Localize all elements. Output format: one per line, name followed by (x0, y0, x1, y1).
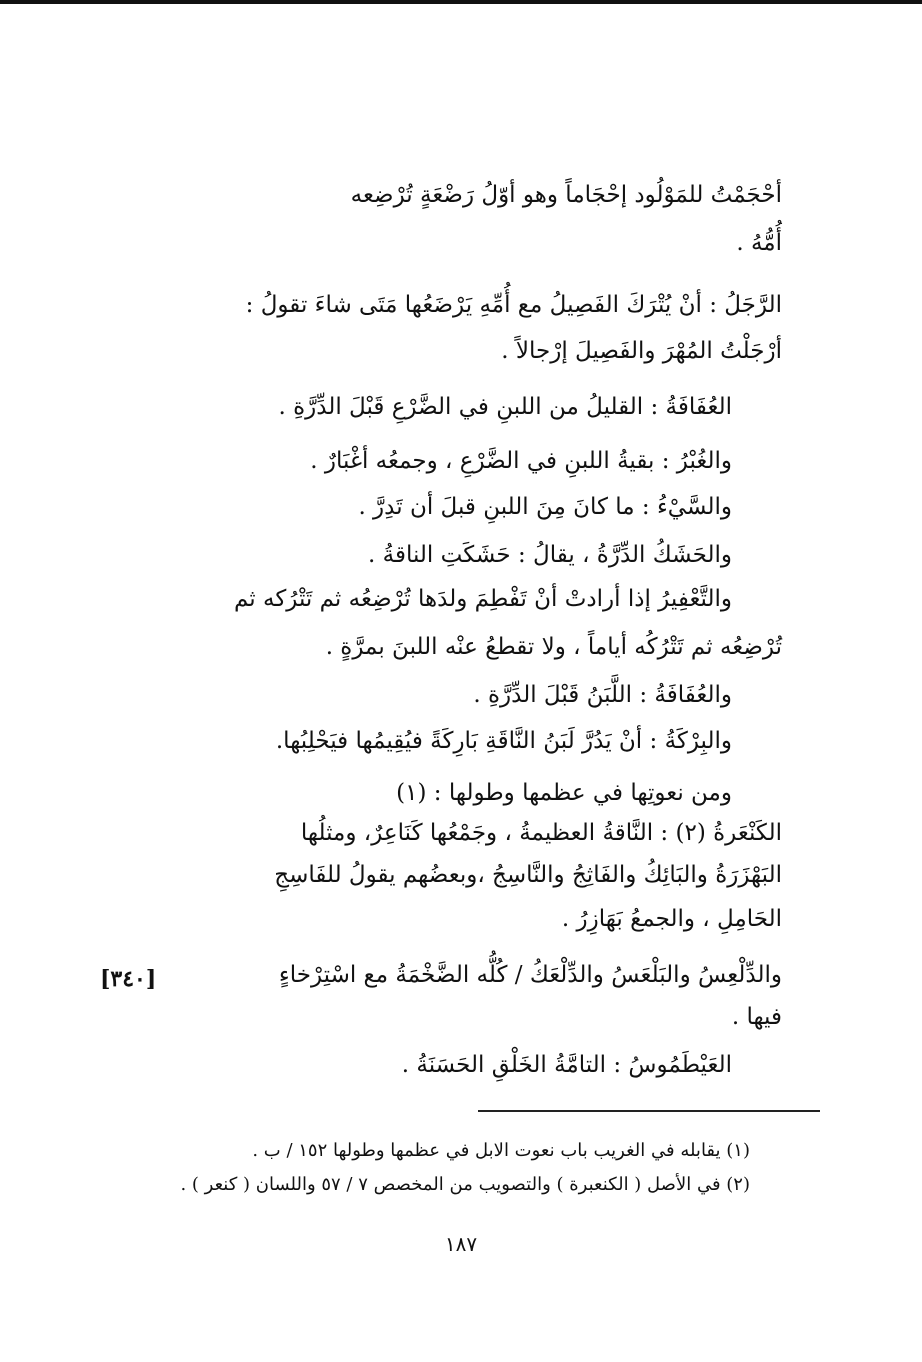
text-line-6: والغُبْرُ : بقيةُ اللبنِ في الضَّرْعِ ، وجمعُه أغْبَارٌ . (310, 448, 732, 474)
footnote-divider (478, 1110, 820, 1112)
text-line-13: ومن نعوتِها في عظمها وطولها : (١) (396, 780, 732, 806)
text-line-14: الكَنْعَرةُ (٢) : النَّاقةُ العظيمةُ ، وجَمْعُها كَنَاعِرٌ، ومثلُها (300, 820, 782, 846)
text-line-11: والعُفَافَةُ : اللَّبَنُ قَبْلَ الدِّرَّةِ . (473, 682, 732, 708)
footnote-1: (١) يقابله في الغريب باب نعوت الابل في عظمها وطولها ١٥٢ / ب . (252, 1140, 750, 1161)
text-line-8: والحَشَكُ الدِّرَّةُ ، يقالُ : حَشَكَتِ الناقةُ . (368, 542, 732, 568)
text-line-16: الحَامِلِ ، والجمعُ بَهَازِرُ . (561, 906, 782, 932)
page-number: ١٨٧ (444, 1232, 478, 1256)
text-line-19: العَيْطَمُوسُ : التامَّةُ الخَلْقِ الحَسَنَةُ . (401, 1052, 732, 1078)
text-line-18: فيها . (731, 1004, 782, 1030)
text-line-7: والسَّيْءُ : ما كانَ مِنَ اللبنِ قبلَ أن تَدِرَّ . (358, 494, 732, 520)
text-line-10: تُرْضِعُه ثم تَتْرُكُه أياماً ، ولا تقطعُ عنْه اللبنَ بمرَّةٍ . (325, 634, 782, 660)
text-line-15: البَهْزَرَةُ والبَائِكُ والفَاثِجُ والنَّاسِجُ ،وبعضُهم يقولُ للفَاسِجِ (274, 862, 782, 888)
footnote-2: (٢) في الأصل ( الكنعبرة ) والتصويب من المخصص ٧ / ٥٧ واللسان ( كنعر ) . (180, 1174, 750, 1195)
text-line-9: والتَّعْفِيرُ إذا أرادتْ أنْ تَفْطِمَ ولدَها تُرْضِعُه ثم تَتْرُكه ثم (233, 586, 732, 612)
text-line-17: والدِّلْعِسُ والبَلْعَسُ والدِّلْعَكُ / كُلُّه الضَّخْمَةُ مع اسْتِرْخاءٍ (278, 962, 782, 988)
text-line-3: الرَّجَلُ : أنْ يُتْرَكَ الفَصِيلُ مع أُمِّهِ يَرْضَعُها مَتَى شاءَ تقولُ : (245, 292, 782, 318)
top-border (0, 0, 922, 4)
text-line-1: أحْجَمْتُ للمَوْلُود إحْجَاماً وهو أوّلُ رَضْعَةٍ تُرْضِعه (350, 182, 782, 208)
text-line-5: العُفَافَةُ : القليلُ من اللبنِ في الضَّرْعِ قَبْلَ الدِّرَّةِ . (278, 394, 732, 420)
text-line-2: أُمُّهُ . (736, 230, 782, 256)
manuscript-folio-marker: [٣٤٠] (100, 966, 157, 992)
text-line-4: أرْجَلْتُ المُهْرَ والفَصِيلَ إرْجالاً . (501, 338, 782, 364)
text-line-12: والبِرْكَةُ : أنْ يَدُرَّ لَبَنُ النَّاقَةِ بَارِكَةً فيُقِيمُها فيَحْلِبُها. (275, 728, 732, 754)
